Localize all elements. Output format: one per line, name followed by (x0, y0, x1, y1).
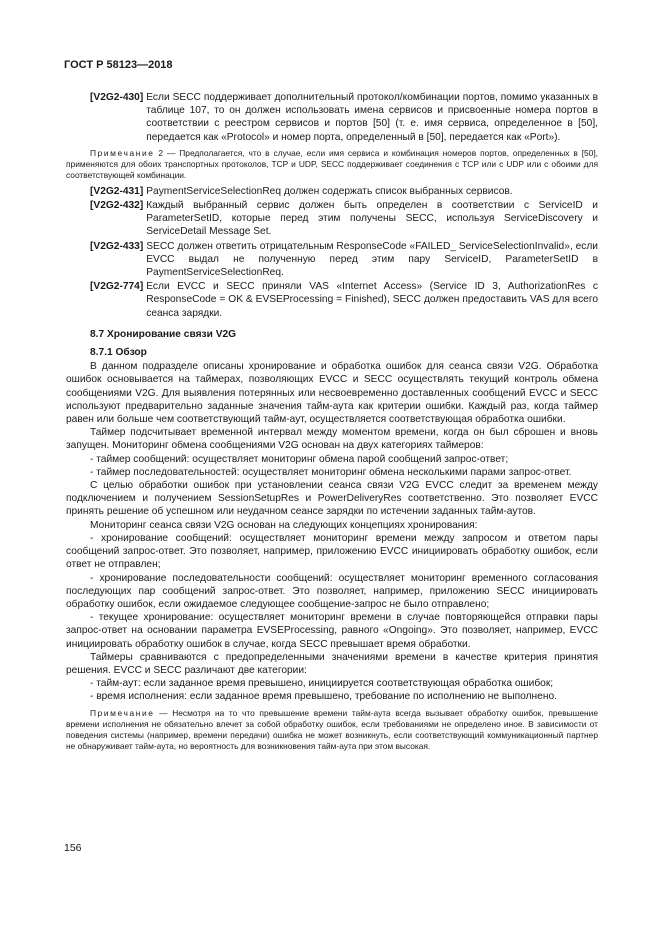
paragraph: В данном подразделе описаны хронирование и обработка ошибок для сеанса связи V2G. Обработка ошибок основывается на таймерах, позволяющих EVCC и SECC осуществлять текущий контроль обмена сообщениями V2G. Для выявления потерянных или несвоевременно доставленных сообщений EVCC и SECC используют предварительно заданные значения тайм-аута как критерии ошибки. Каждый раз, когда таймер равен или больше чем соответствующий тайм-аут, осуществляется соответствующая обработка ошибки. (66, 361, 598, 426)
requirement-text: Если SECC поддерживает дополнительный протокол/комбинации портов, помимо указанных в таблице 107, то он должен использовать имена сервисов и присвоенные номера портов в соответствии с реестром сервисов и портов [50] (т. е. имя сервиса, определенное в [50], передается как «Protocol» и номер порта, определенный в [50], передается как «Port»). (146, 92, 598, 143)
list-item: - таймер сообщений: осуществляет мониторинг обмена парой сообщений запрос-ответ; (90, 453, 509, 465)
list-item: - хронирование последовательности сообщений: осуществляет мониторинг временного согласования последующих пар сообщений запрос-ответ. Это позволяет, например, приложению SECC инициировать обработку ошибок, если ожидаемое следующее сообщение-запрос не было отправлено; (66, 572, 598, 610)
requirement-item (90, 185, 598, 198)
requirement-id: [V2G2-433] (90, 240, 144, 252)
requirement-item (90, 240, 598, 280)
requirement-text: Каждый выбранный сервис должен быть определен в соответствии с ServiceID и ParameterSetID, которые перед этим получены SECC, используя ServiceDiscovery и ServiceDetail Message Set. (146, 200, 598, 238)
document-header: ГОСТ Р 58123—2018 (64, 59, 173, 71)
requirement-item (90, 280, 598, 320)
requirement-text: SECC должен ответить отрицательным ResponseCode «FAILED_ ServiceSelectionInvalid», если EVCC выдал не полученную перед этим пару ServiceID, ParameterSetID в PaymentServiceSelectionReq. (146, 240, 598, 279)
note-2 (66, 708, 598, 752)
list-item: - время исполнения: если заданное время превышено, требование по исполнению не выполнено. (90, 691, 557, 703)
paragraph: Мониторинг сеанса связи V2G основан на следующих концепциях хронирования: (90, 519, 478, 531)
document-body (66, 91, 599, 756)
section-heading: 8.7 Хронирование связи V2G (90, 328, 237, 340)
note-1 (66, 148, 598, 181)
requirement-id: [V2G2-432] (90, 200, 144, 212)
subsection-heading: 8.7.1 Обзор (90, 347, 147, 359)
note-label: Примечание (90, 707, 155, 718)
page-number: 156 (64, 842, 82, 854)
requirement-id: [V2G2-774] (90, 281, 144, 293)
requirement-item (90, 199, 598, 239)
list-item: - таймер последовательностей: осуществляет мониторинг обмена несколькими парами запрос-ответ. (90, 466, 572, 478)
paragraph: Таймер подсчитывает временной интервал между моментом времени, когда он был сброшен и вновь запущен. Мониторинг обмена сообщениями V2G основан на двух категориях таймеров: (66, 427, 598, 452)
requirement-text: Если EVCC и SECC приняли VAS «Internet Access» (Service ID 3, AuthorizationRes с ResponseCode = OK & EVSEProcessing = Finished), SECC должен предоставить VAS для всего сеанса зарядки. (146, 281, 598, 319)
paragraph: С целью обработки ошибок при установлении сеанса связи V2G EVCC следит за временем между подключением и получением SessionSetupRes и PowerDeliveryRes соответственно. Это позволяет EVCC принять решение об успешном или неудачном сеансе зарядки по истечении заданных тайм-аутов. (66, 480, 598, 518)
note-label: Примечание (90, 147, 155, 158)
list-item: - текущее хронирование: осуществляет мониторинг времени в случае повторяющейся отправки пары запрос-ответ на основании параметра EVSEProcessing, равного «Ongoing». Это позволяет, например, EVCC инициировать обработку ошибок в случае, когда SECC превышает время обработки. (66, 612, 598, 650)
requirement-text: PaymentServiceSelectionReq должен содержать список выбранных сервисов. (146, 185, 513, 197)
requirement-item (90, 91, 598, 144)
requirement-id: [V2G2-431] (90, 185, 144, 197)
requirement-id: [V2G2-430] (90, 92, 144, 103)
note-text: — Несмотря на то что превышение времени тайм-аута всегда вызывает обработку ошибок, превышение времени исполнения не обязательно влечет за собой обработку ошибок, если требованиями не определено иное. В зависимости от поведения системы (например, времени передачи) ошибка не может возникнуть, если соответствующий коммуникационный партнер не обнаруживает тайм-аута, но вероятность для возникновения тайм-аута при этом высокая. (66, 707, 599, 751)
list-item: - хронирование сообщений: осуществляет мониторинг времени между запросом и ответом пары сообщений запрос-ответ. Это позволяет, например, приложению EVCC инициировать обработку ошибок, если ответ не отправлен; (66, 532, 598, 571)
paragraph: Таймеры сравниваются с предопределенными значениями времени в качестве критерия принятия решения. EVCC и SECC различают две категории: (66, 651, 598, 676)
note-text: 2 — Предполагается, что в случае, если имя сервиса и комбинация номеров портов, определенных в [50], применяются для обоих транспортных протоколов, TCP и UDP, SECC поддерживает соединения с TCP или с UDP или с обоими для соответствующей комбинации. (66, 147, 598, 180)
list-item: - тайм-аут: если заданное время превышено, инициируется соответствующая обработка ошибок; (90, 678, 554, 690)
